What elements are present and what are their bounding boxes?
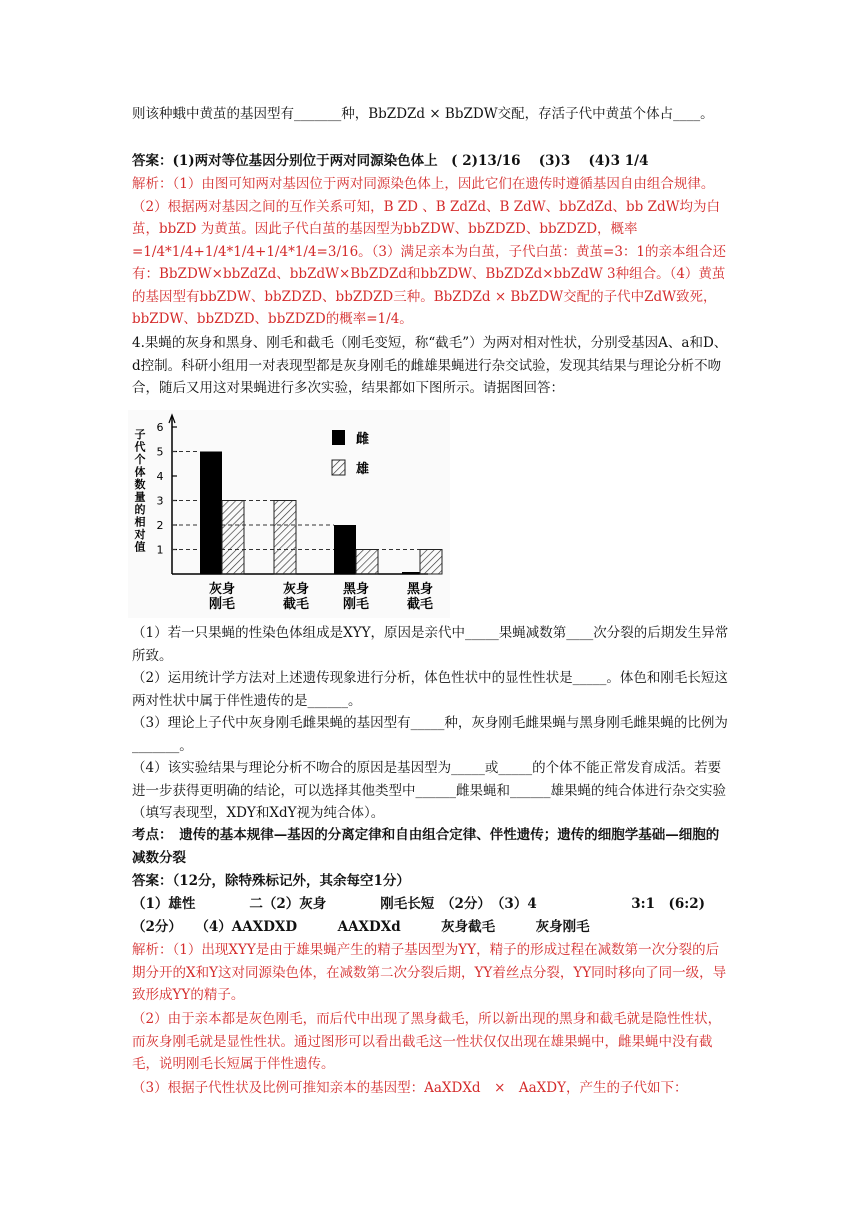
analysis-1: 解析：（1）出现XYY是由于雄果蝇产生的精子基因型为YY，精子的形成过程在减数第一次分裂的后期分开的X和Y这对同源染色体，在减数第二次分裂后期，YY着丝点分裂，YY同时移向了同一级，导致形成YY的精子。 (132, 942, 727, 1003)
bar-female (334, 525, 356, 574)
q4-part1: （1）若一只果蝇的性染色体组成是XYY，原因是亲代中_____果蝇减数第____次分裂的后期发生异常所致。 (132, 625, 729, 664)
y-axis-label-char: 对 (134, 528, 146, 541)
y-tick-label: 6 (156, 421, 164, 434)
q4-part4: （4）该实验结果与理论分析不吻合的原因是基因型为_____或_____的个体不能正常发育成活。若要进一步获得更明确的结论，可以选择其他类型中______雌果蝇和______雄果蝇的纯合体进行杂交实验（填写表现型，XDY和XdY视为纯合体）。 (132, 760, 726, 821)
y-axis-label-char: 量 (134, 490, 146, 504)
y-axis-label-char: 体 (134, 465, 146, 479)
legend-label-male: 雄 (356, 462, 370, 477)
category-label: 黑身 (406, 582, 434, 597)
bar-male (274, 501, 296, 575)
q3-tail: 则该种蛾中黄茧的基因型有_______种，BbZDZd × BbZDW交配，存活子代中黄茧个体占____。 (132, 106, 714, 122)
bar-male (420, 550, 442, 575)
y-axis-label (134, 428, 147, 554)
category-label: 截毛 (282, 597, 310, 612)
y-axis-label-char: 数 (134, 478, 146, 491)
y-tick-label: 4 (156, 470, 164, 483)
answer-line-2: （2分） （4）AAXDXD AAXDXd 灰身截毛 灰身刚毛 (132, 919, 590, 935)
y-axis-label-char: 子 (134, 428, 146, 441)
bar-female (200, 452, 222, 575)
kaodian: 考点： 遗传的基本规律—基因的分离定律和自由组合定律、伴性遗传；遗传的细胞学基础—细胞的减数分裂 (132, 827, 720, 866)
legend-swatch-female (332, 430, 345, 445)
q3-answer: 答案：(1)两对等位基因分别位于两对同源染色体上 ( 2)13/16 (3)3 (4)3 1/4 (132, 153, 649, 169)
q3-analysis: 解析：（1）由图可知两对基因位于两对同源染色体上，因此它们在遗传时遵循基因自由组合规律。（2）根据两对基因之间的互作关系可知，B ZD 、B ZdZd、B ZdW、bbZdZd、bb ZdW均为白茧，bbZD 为黄茧。因此子代白茧的基因型为bbZDW、bbZDZD、bbZDZD，概率=1/4*1/4+1/4*1/4+1/4*1/4=3/16。（3）满足亲本为白茧，子代白茧：黄茧=3：1的亲本组合还有：BbZDW×bbZdZd、bbZdW×BbZDZd和bbZDW、BbZDZd×bbZdW 3种组合。（4）黄茧的基因型有bbZDW、bbZDZD、bbZDZD三种。BbZDZd × BbZDW交配的子代中ZdW致死，bbZDW、bbZDZD、bbZDZD的概率=1/4。 (132, 176, 726, 327)
category-label: 刚毛 (208, 597, 236, 612)
category-label: 截毛 (406, 597, 434, 612)
bar-male (222, 501, 244, 575)
category-label: 灰身 (282, 582, 310, 597)
q4-stem: 4.果蝇的灰身和黑身、刚毛和截毛（刚毛变短，称“截毛”）为两对相对性状，分别受基因A、a和D、d控制。科研小组用一对表现型都是灰身刚毛的雌雄果蝇进行杂交试验，发现其结果与理论分析不吻合，随后又用这对果蝇进行多次实验，结果都如下图所示。请据图回答： (132, 335, 728, 396)
category-label: 黑身 (342, 582, 370, 597)
category-label: 刚毛 (342, 597, 370, 612)
y-axis-label-char: 的 (134, 503, 146, 516)
category-label: 灰身 (208, 582, 236, 597)
y-axis-label-char: 代 (134, 440, 146, 454)
q4-part3: （3）理论上子代中灰身刚毛雌果蝇的基因型有_____种，灰身刚毛雌果蝇与黑身刚毛雌果蝇的比例为_______。 (132, 715, 728, 754)
y-axis-label-char: 个 (134, 453, 146, 466)
bar-male (356, 550, 378, 575)
analysis-2: （2）由于亲本都是灰色刚毛，而后代中出现了黑身截毛，所以新出现的黑身和截毛就是隐性性状，而灰身刚毛就是显性性状。通过图形可以看出截毛这一性状仅仅出现在雄果蝇中，雌果蝇中没有截毛，说明刚毛长短属于伴性遗传。 (132, 1011, 722, 1072)
legend-swatch-male (332, 460, 345, 475)
analysis-3: （3）根据子代性状及比例可推知亲本的基因型：AaXDXd × AaXDY，产生的子代如下： (132, 1080, 688, 1096)
y-axis-label-char: 值 (134, 540, 146, 554)
y-axis-label-char: 相 (134, 515, 146, 529)
y-tick-label: 1 (156, 543, 164, 557)
answer-head: 答案：（12分，除特殊标记外，其余每空1分） (132, 873, 410, 889)
q4-part2: （2）运用统计学方法对上述遗传现象进行分析，体色性状中的显性性状是_____。体色和刚毛长短这两对性状中属于伴性遗传的是______。 (132, 670, 728, 709)
legend-label-female: 雌 (356, 432, 370, 447)
bar-chart (128, 410, 450, 618)
y-tick-label: 5 (156, 445, 164, 459)
answer-line-1: （1）雄性 二（2）灰身 刚毛长短 （2分） （3）4 3:1 (6:2) (132, 896, 706, 912)
y-tick-label: 2 (156, 519, 164, 532)
y-tick-label: 3 (156, 494, 164, 508)
